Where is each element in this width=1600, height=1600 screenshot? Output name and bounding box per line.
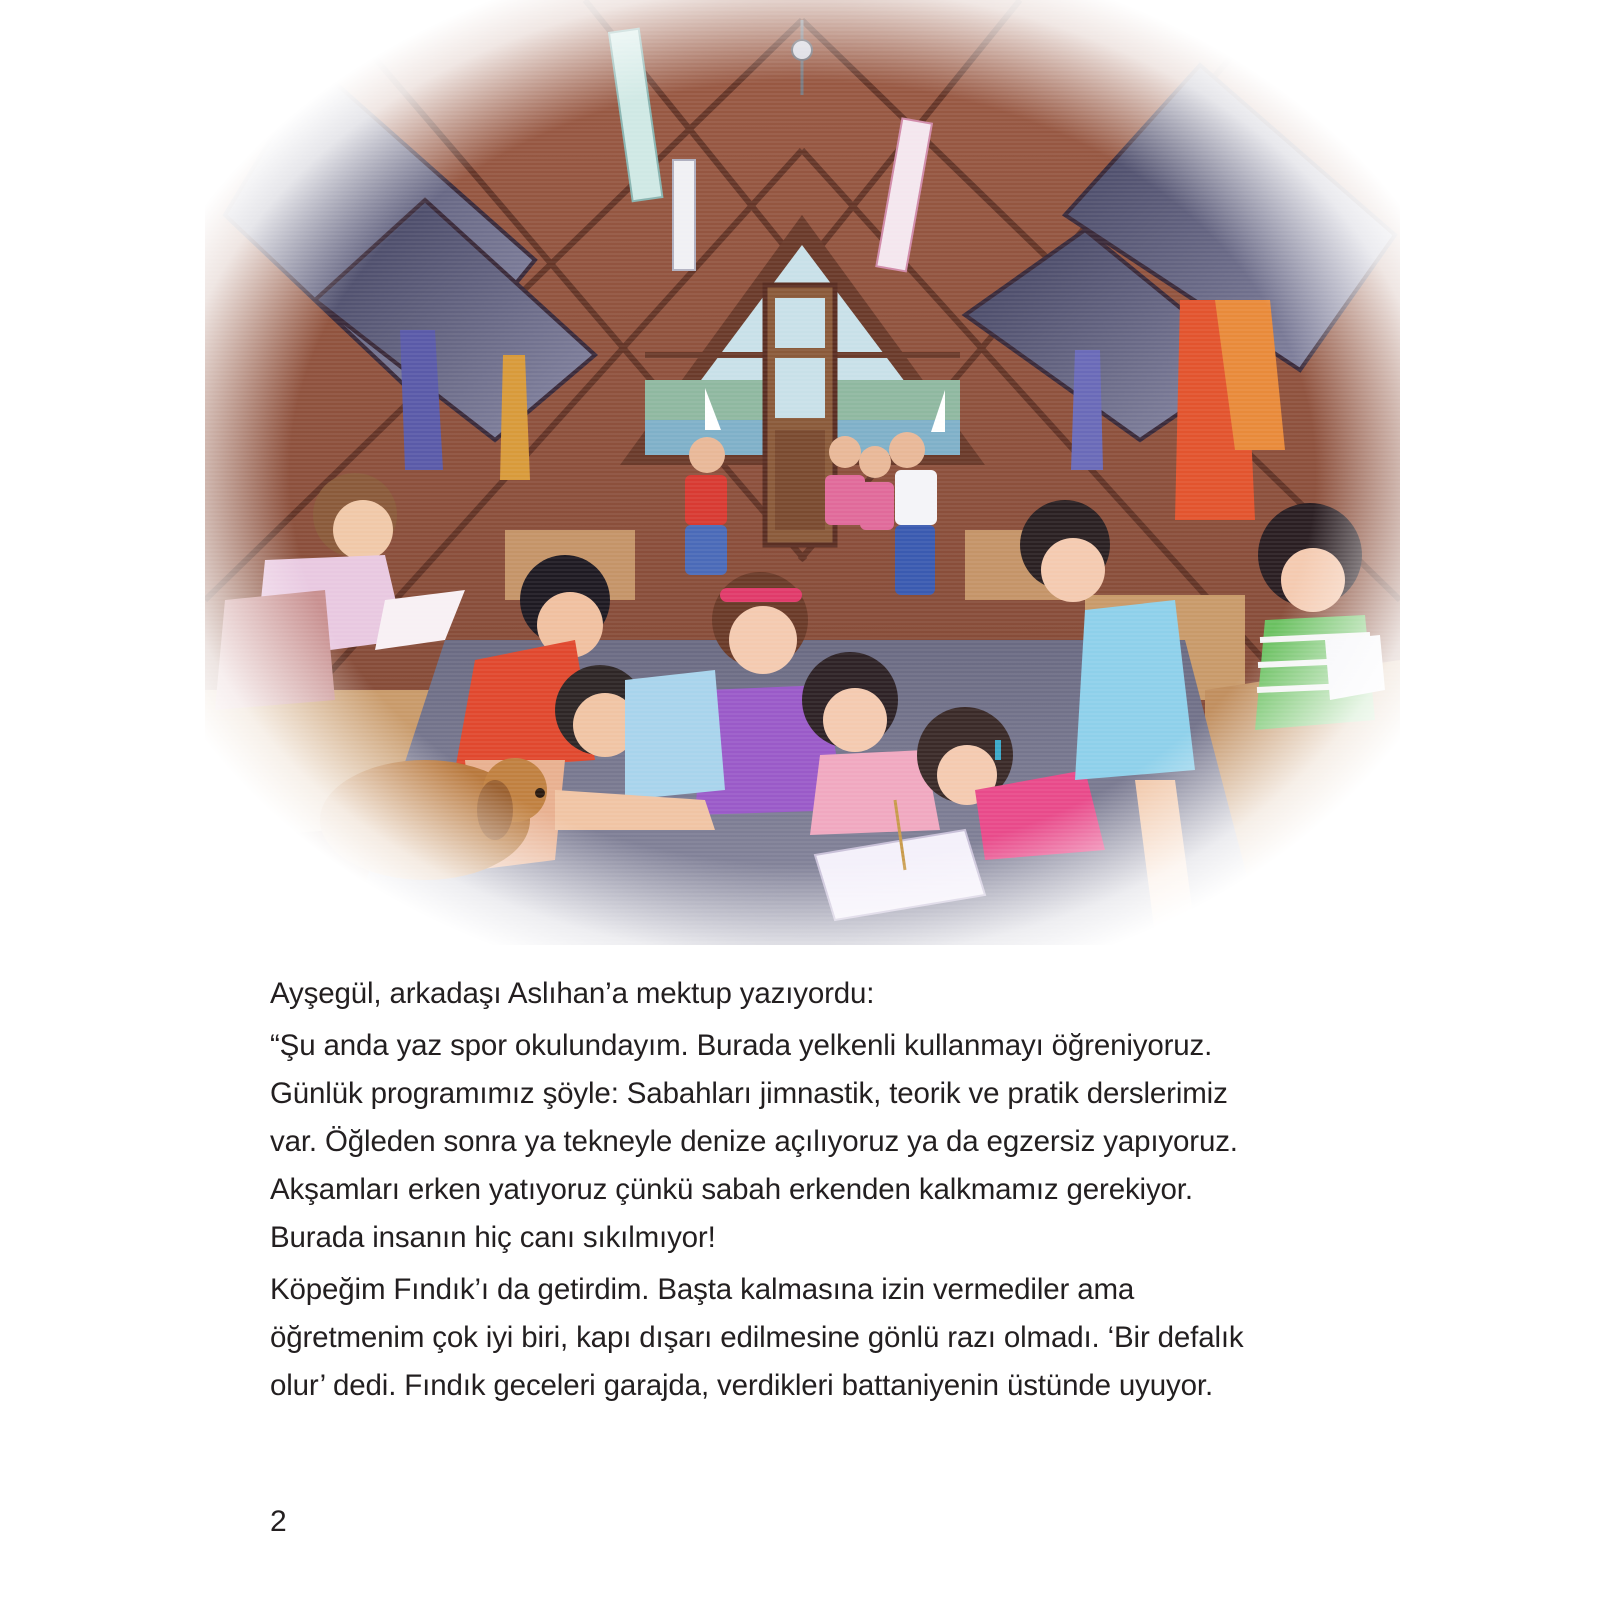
paragraph-letter-2 — [270, 1266, 1350, 1410]
attic-dormitory-illustration — [205, 0, 1400, 945]
text-line: öğretmenim çok iyi biri, kapı dışarı edilmesine gönlü razı olmadı. ‘Bir defalık — [270, 1321, 1244, 1354]
paragraph-letter-1 — [270, 1022, 1350, 1262]
text-line: Akşamları erken yatıyoruz çünkü sabah erkenden kalkmamız gerekiyor. — [270, 1173, 1193, 1206]
text-line: Ayşegül, arkadaşı Aslıhan’a mektup yazıyordu: — [270, 977, 875, 1010]
story-text — [270, 970, 1350, 1410]
page-number: 2 — [270, 1505, 287, 1538]
text-line: olur’ dedi. Fındık geceleri garajda, verdikleri battaniyenin üstünde uyuyor. — [270, 1369, 1213, 1402]
text-line: “Şu anda yaz spor okulundayım. Burada yelkenli kullanmayı öğreniyoruz. — [270, 1029, 1213, 1062]
illustration-artwork — [205, 0, 1400, 945]
text-line: Köpeğim Fındık’ı da getirdim. Başta kalmasına izin vermediler ama — [270, 1273, 1135, 1306]
text-line: Günlük programımız şöyle: Sabahları jimnastik, teorik ve pratik derslerimiz — [270, 1077, 1228, 1110]
paragraph-intro — [270, 970, 1350, 1018]
text-line: Burada insanın hiç canı sıkılmıyor! — [270, 1221, 716, 1254]
text-line: var. Öğleden sonra ya tekneyle denize açılıyoruz ya da egzersiz yapıyoruz. — [270, 1125, 1238, 1158]
